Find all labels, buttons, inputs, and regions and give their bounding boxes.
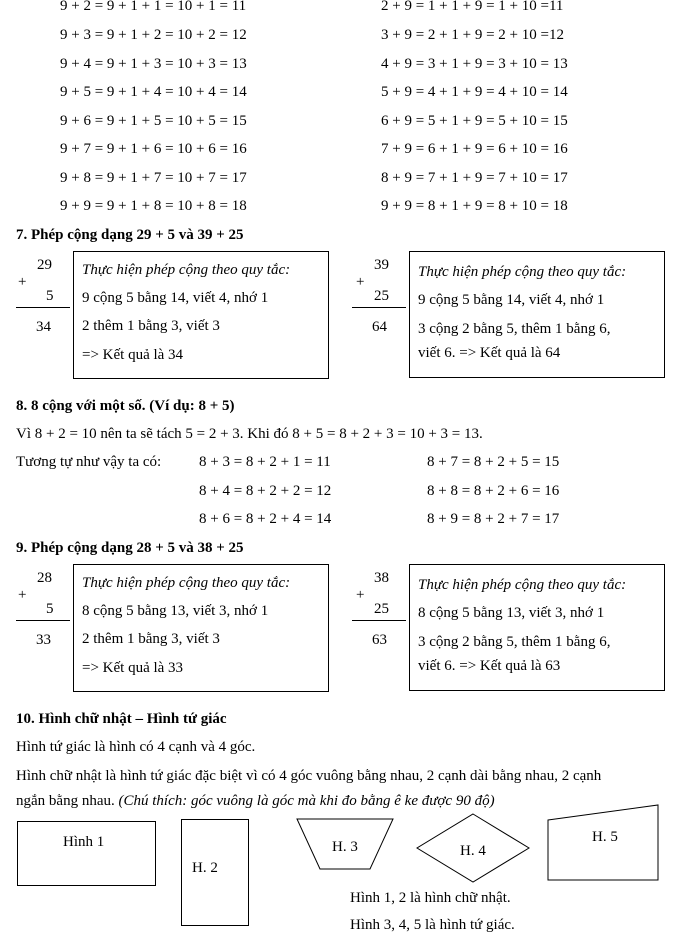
section-10-heading: 10. Hình chữ nhật – Hình tứ giác: [16, 711, 227, 727]
paragraph-text: ngắn bằng nhau.: [16, 793, 119, 809]
addend-bottom: 25: [374, 288, 389, 304]
shape-label-1: Hình 1: [63, 834, 105, 850]
equation-line: 7 + 9 = 6 + 1 + 9 = 6 + 10 = 16: [381, 141, 568, 157]
rule-line: => Kết quả là 33: [82, 660, 184, 676]
equation-line: 9 + 8 = 9 + 1 + 7 = 10 + 7 = 17: [60, 170, 247, 186]
addend-top: 28: [37, 570, 52, 586]
rule-line: Thực hiện phép cộng theo quy tắc:: [82, 262, 291, 278]
rule-line: 8 cộng 5 bằng 13, viết 3, nhớ 1: [418, 605, 605, 621]
rule-line: 2 thêm 1 bằng 3, viết 3: [82, 631, 220, 647]
equation-line: 5 + 9 = 4 + 1 + 9 = 4 + 10 = 14: [381, 84, 568, 100]
equation-line: 9 + 2 = 9 + 1 + 1 = 10 + 1 = 11: [60, 0, 247, 14]
rule-line: viết 6. => Kết quả là 64: [418, 345, 561, 361]
plus-sign: +: [18, 587, 27, 603]
equation-line: 8 + 6 = 8 + 2 + 4 = 14: [199, 511, 332, 527]
section-7-heading: 7. Phép cộng dạng 29 + 5 và 39 + 25: [16, 227, 244, 243]
section-8-heading: 8. 8 cộng với một số. (Ví dụ: 8 + 5): [16, 398, 235, 414]
equation-line: 9 + 6 = 9 + 1 + 5 = 10 + 5 = 15: [60, 113, 247, 129]
rule-line: Thực hiện phép cộng theo quy tắc:: [418, 264, 627, 280]
equation-line: 9 + 3 = 9 + 1 + 2 = 10 + 2 = 12: [60, 27, 247, 43]
equation-line: 4 + 9 = 3 + 1 + 9 = 3 + 10 = 13: [381, 56, 568, 72]
equation-line: 3 + 9 = 2 + 1 + 9 = 2 + 10 =12: [381, 27, 564, 43]
addend-top: 38: [374, 570, 389, 586]
equation-line: 8 + 3 = 8 + 2 + 1 = 11: [199, 454, 331, 470]
equation-line: 9 + 9 = 9 + 1 + 8 = 10 + 8 = 18: [60, 198, 247, 214]
shape-rectangle-1: [18, 822, 156, 886]
addend-bottom: 25: [374, 601, 389, 617]
equation-line: 2 + 9 = 1 + 1 + 9 = 1 + 10 =11: [381, 0, 564, 14]
sum-result: 63: [372, 632, 387, 648]
shape-label-4: H. 4: [460, 843, 486, 859]
equation-line: 8 + 4 = 8 + 2 + 2 = 12: [199, 483, 332, 499]
equation-line: 6 + 9 = 5 + 1 + 9 = 5 + 10 = 15: [381, 113, 568, 129]
equation-line: 8 + 9 = 8 + 2 + 7 = 17: [427, 511, 560, 527]
rule-line: Thực hiện phép cộng theo quy tắc:: [418, 577, 627, 593]
equation-line: 9 + 9 = 8 + 1 + 9 = 8 + 10 = 18: [381, 198, 568, 214]
addend-bottom: 5: [46, 601, 54, 617]
plus-sign: +: [356, 587, 365, 603]
section-9-heading: 9. Phép cộng dạng 28 + 5 và 38 + 25: [16, 540, 244, 556]
sum-result: 64: [372, 319, 387, 335]
addend-top: 29: [37, 257, 52, 273]
rule-line: 2 thêm 1 bằng 3, viết 3: [82, 318, 220, 334]
rule-line: viết 6. => Kết quả là 63: [418, 658, 561, 674]
paragraph-rectangle-line1: Hình chữ nhật là hình tứ giác đặc biệt vì có 4 góc vuông bằng nhau, 2 cạnh dài bằng nhau, 2 cạnh: [16, 768, 602, 784]
equation-line: 9 + 7 = 9 + 1 + 6 = 10 + 6 = 16: [60, 141, 247, 157]
shape-label-5: H. 5: [592, 829, 618, 845]
sum-result: 33: [36, 632, 51, 648]
shapes-caption-1: Hình 1, 2 là hình chữ nhật.: [350, 890, 511, 906]
rule-line: 3 cộng 2 bằng 5, thêm 1 bằng 6,: [418, 634, 611, 650]
section-8-lead: Tương tự như vậy ta có:: [16, 454, 162, 470]
sum-result: 34: [36, 319, 51, 335]
shape-label-2: H. 2: [192, 860, 218, 876]
plus-sign: +: [18, 274, 27, 290]
section-8-intro: Vì 8 + 2 = 10 nên ta sẽ tách 5 = 2 + 3. Khi đó 8 + 5 = 8 + 2 + 3 = 10 + 3 = 13.: [16, 426, 483, 442]
rule-line: Thực hiện phép cộng theo quy tắc:: [82, 575, 291, 591]
paragraph-note: (Chú thích: góc vuông là góc mà khi đo bằng ê ke được 90 độ): [118, 793, 495, 809]
rule-line: 8 cộng 5 bằng 13, viết 3, nhớ 1: [82, 603, 269, 619]
equation-line: 8 + 8 = 8 + 2 + 6 = 16: [427, 483, 560, 499]
shape-label-3: H. 3: [332, 839, 358, 855]
addend-top: 39: [374, 257, 389, 273]
equation-line: 9 + 4 = 9 + 1 + 3 = 10 + 3 = 13: [60, 56, 247, 72]
equation-line: 9 + 5 = 9 + 1 + 4 = 10 + 4 = 14: [60, 84, 247, 100]
rule-line: => Kết quả là 34: [82, 347, 184, 363]
rule-line: 3 cộng 2 bằng 5, thêm 1 bằng 6,: [418, 321, 611, 337]
addend-bottom: 5: [46, 288, 54, 304]
equation-line: 8 + 9 = 7 + 1 + 9 = 7 + 10 = 17: [381, 170, 568, 186]
rule-line: 9 cộng 5 bằng 14, viết 4, nhớ 1: [418, 292, 605, 308]
rule-line: 9 cộng 5 bằng 14, viết 4, nhớ 1: [82, 290, 269, 306]
shapes-caption-2: Hình 3, 4, 5 là hình tứ giác.: [350, 917, 515, 933]
plus-sign: +: [356, 274, 365, 290]
paragraph-quadrilateral: Hình tứ giác là hình có 4 cạnh và 4 góc.: [16, 739, 256, 755]
equation-line: 8 + 7 = 8 + 2 + 5 = 15: [427, 454, 560, 470]
